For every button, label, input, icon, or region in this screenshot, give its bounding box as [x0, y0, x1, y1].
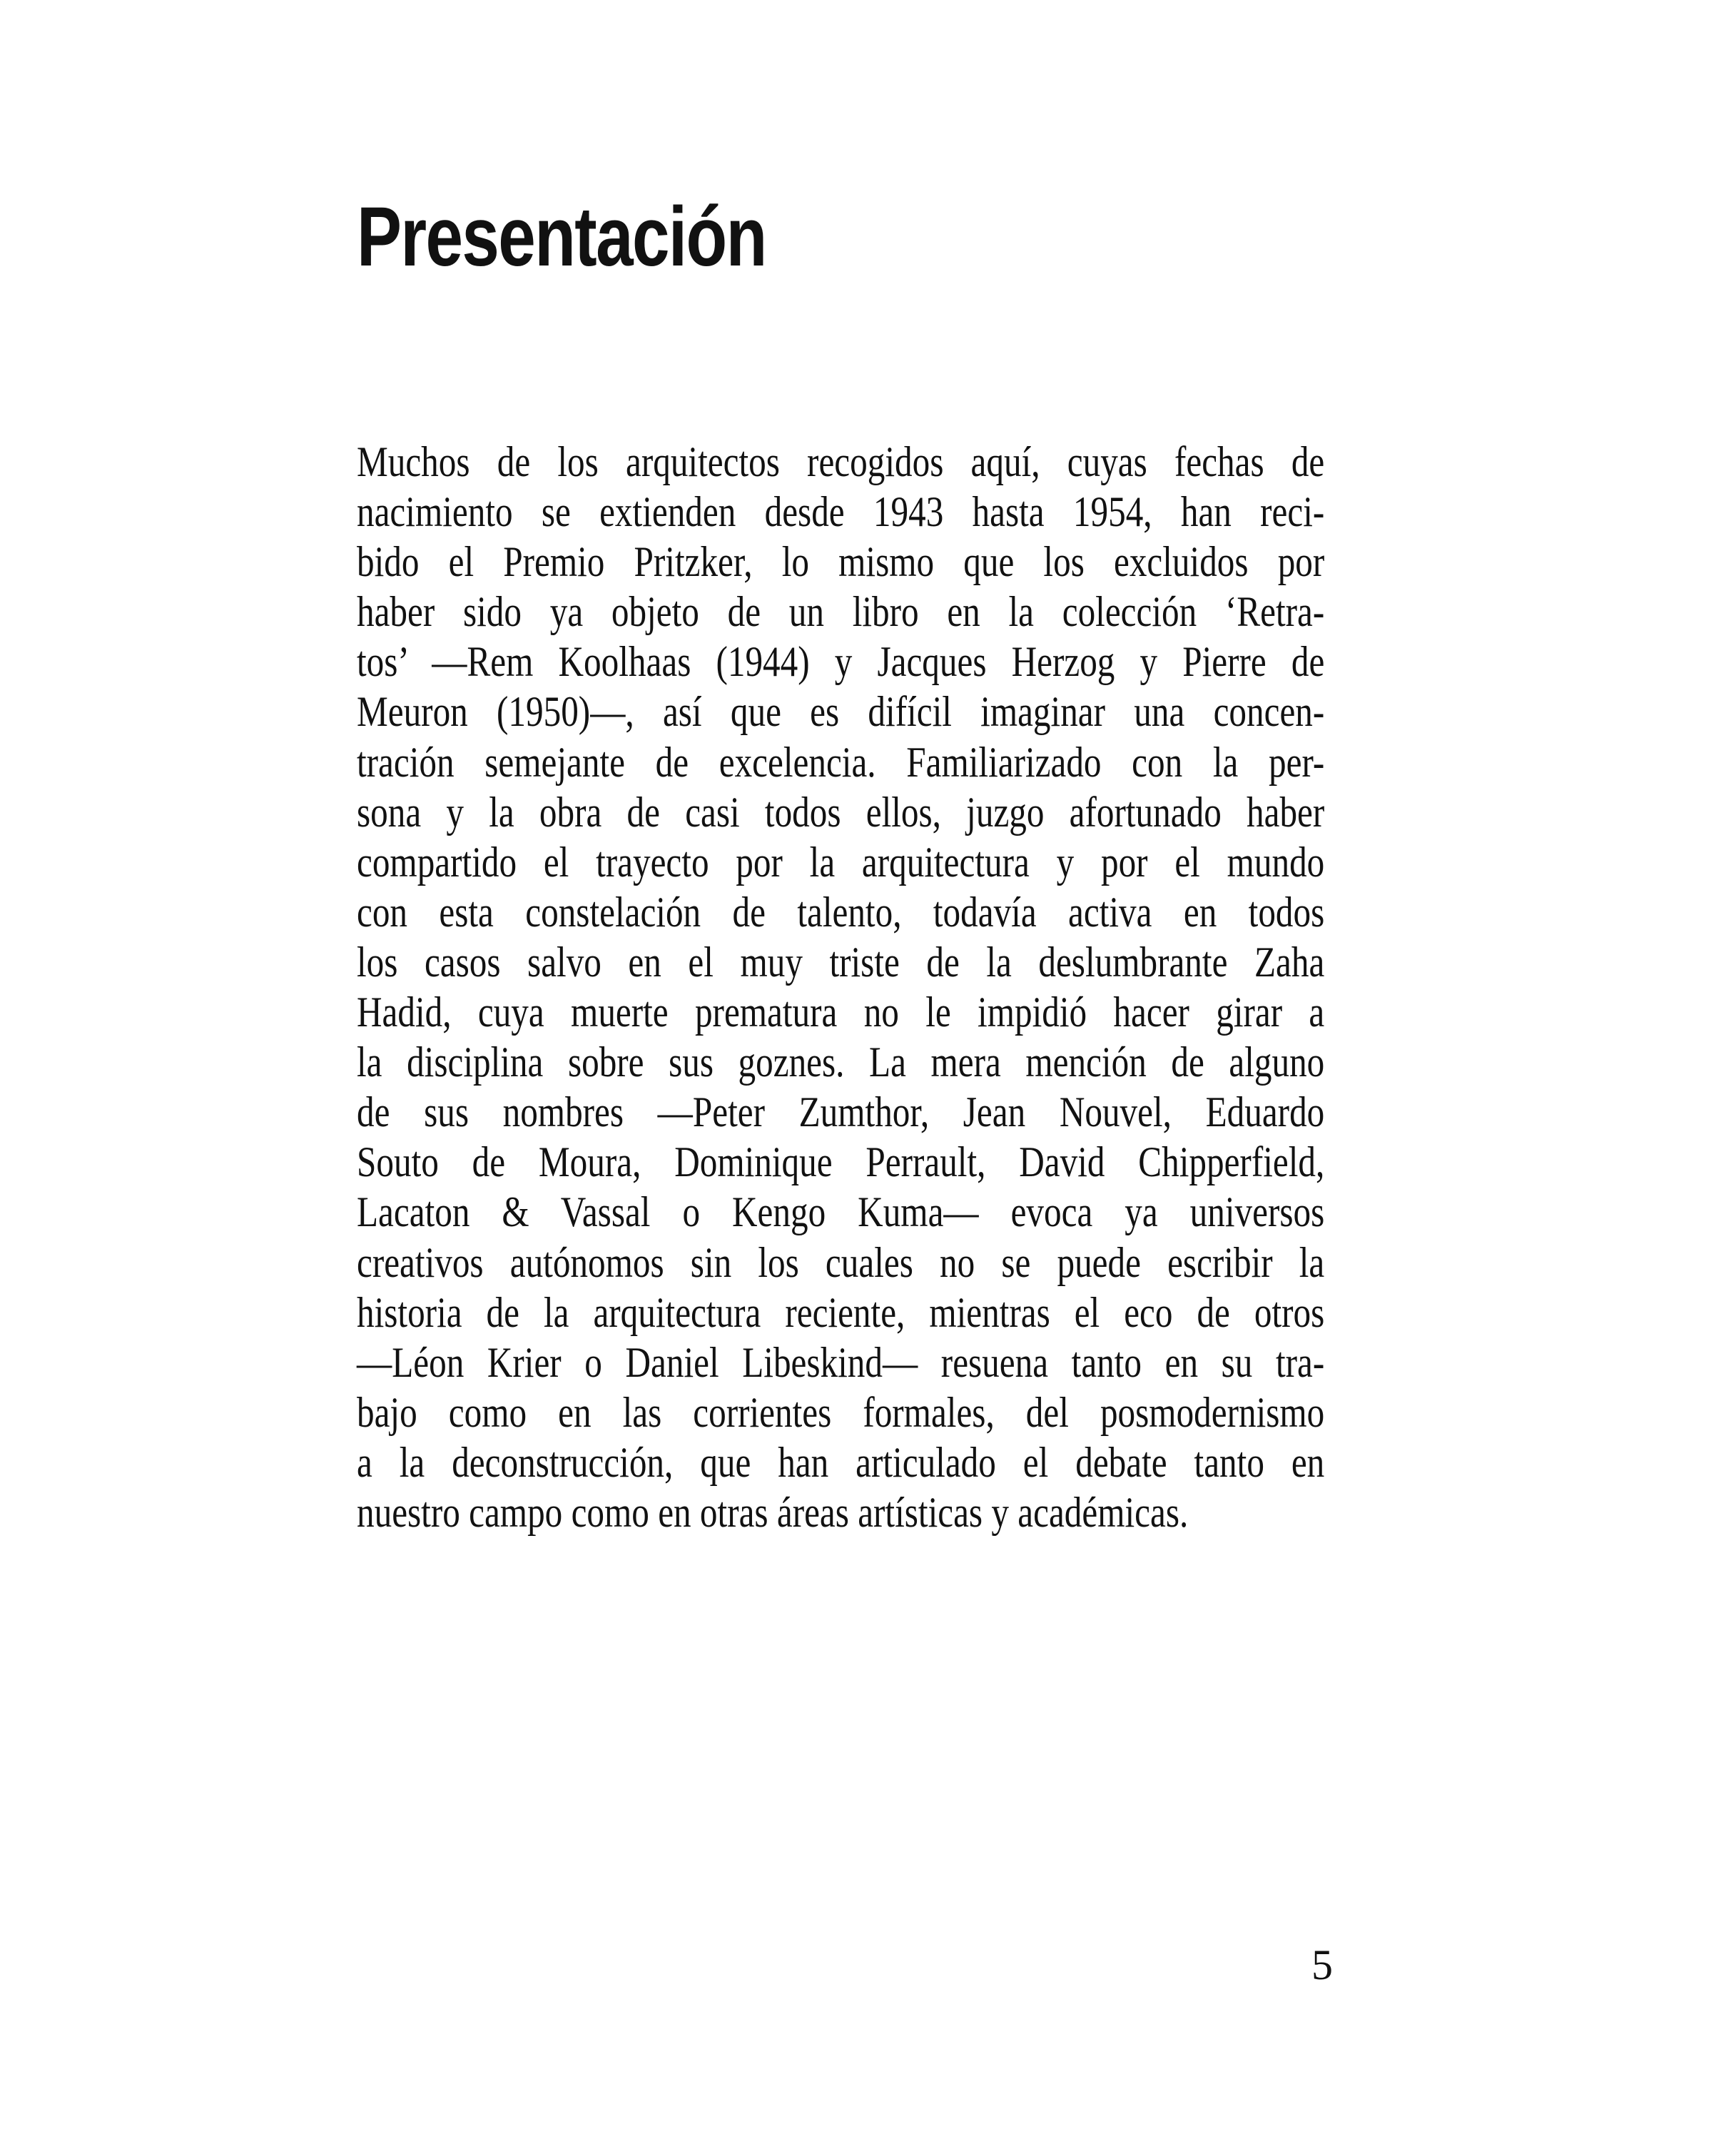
paragraph-line-text: haber sido ya objeto de un libro en la colección ‘Retra-	[357, 588, 1325, 636]
paragraph-line	[357, 987, 1325, 1037]
paragraph-line	[357, 1037, 1325, 1087]
paragraph-line	[357, 437, 1325, 487]
paragraph-line-text: bido el Premio Pritzker, lo mismo que los excluidos por	[357, 538, 1325, 586]
paragraph-line-text: tos’ —Rem Koolhaas (1944) y Jacques Herzog y Pierre de	[357, 638, 1325, 686]
paragraph-line-text: de sus nombres —Peter Zumthor, Jean Nouvel, Eduardo	[357, 1088, 1325, 1136]
paragraph-line-text: bajo como en las corrientes formales, del posmodernismo	[357, 1388, 1325, 1436]
paragraph-line-text: Meuron (1950)—, así que es difícil imaginar una concen-	[357, 688, 1325, 736]
paragraph-line-text: a la deconstrucción, que han articulado el debate tanto en	[357, 1438, 1325, 1486]
paragraph-line-text: tración semejante de excelencia. Familiarizado con la per-	[357, 738, 1325, 786]
paragraph-line	[357, 787, 1325, 837]
paragraph-line	[357, 637, 1325, 687]
paragraph-line	[357, 937, 1325, 987]
paragraph-line-text: Lacaton & Vassal o Kengo Kuma— evoca ya universos	[357, 1188, 1325, 1236]
paragraph-line-text: Hadid, cuya muerte prematura no le impidió hacer girar a	[357, 988, 1325, 1036]
paragraph-line	[357, 487, 1325, 537]
paragraph-line-text: compartido el trayecto por la arquitectura y por el mundo	[357, 838, 1325, 886]
paragraph-line	[357, 1338, 1325, 1387]
paragraph-line	[357, 837, 1325, 887]
chapter-title: Presentación	[357, 190, 766, 284]
paragraph-line	[357, 1288, 1325, 1338]
paragraph-line-text: —Léon Krier o Daniel Libeskind— resuena tanto en su tra-	[357, 1338, 1325, 1386]
paragraph-line-text: nacimiento se extienden desde 1943 hasta 1954, han reci-	[357, 488, 1325, 536]
paragraph-line	[357, 687, 1325, 737]
paragraph-line	[357, 1187, 1325, 1237]
paragraph-line	[357, 1087, 1325, 1137]
paragraph-line	[357, 737, 1325, 787]
paragraph-line	[357, 587, 1325, 637]
paragraph-line-text: con esta constelación de talento, todavía activa en todos	[357, 888, 1325, 936]
paragraph-line-text: historia de la arquitectura reciente, mientras el eco de otros	[357, 1288, 1325, 1336]
paragraph-line	[357, 1437, 1325, 1487]
paragraph-line-text: creativos autónomos sin los cuales no se puede escribir la	[357, 1238, 1325, 1286]
paragraph-line	[357, 1387, 1325, 1437]
paragraph-line-text: sona y la obra de casi todos ellos, juzgo afortunado haber	[357, 788, 1325, 836]
paragraph-line	[357, 887, 1325, 937]
paragraph-line-text: los casos salvo en el muy triste de la deslumbrante Zaha	[357, 938, 1325, 986]
paragraph-line-text: la disciplina sobre sus goznes. La mera mención de alguno	[357, 1038, 1325, 1086]
paragraph-line-last	[357, 1487, 1325, 1537]
paragraph-line	[357, 1238, 1325, 1288]
paragraph-line	[357, 537, 1325, 587]
paragraph-line	[357, 1137, 1325, 1187]
body-paragraph	[357, 437, 1325, 1537]
page-number: 5	[1311, 1941, 1333, 1988]
paragraph-line-text: Souto de Moura, Dominique Perrault, David Chipperfield,	[357, 1138, 1325, 1186]
chapter-title-container	[357, 187, 856, 287]
paragraph-line-text: nuestro campo como en otras áreas artísticas y académicas.	[357, 1488, 1189, 1536]
paragraph-line-text: Muchos de los arquitectos recogidos aquí, cuyas fechas de	[357, 438, 1325, 485]
